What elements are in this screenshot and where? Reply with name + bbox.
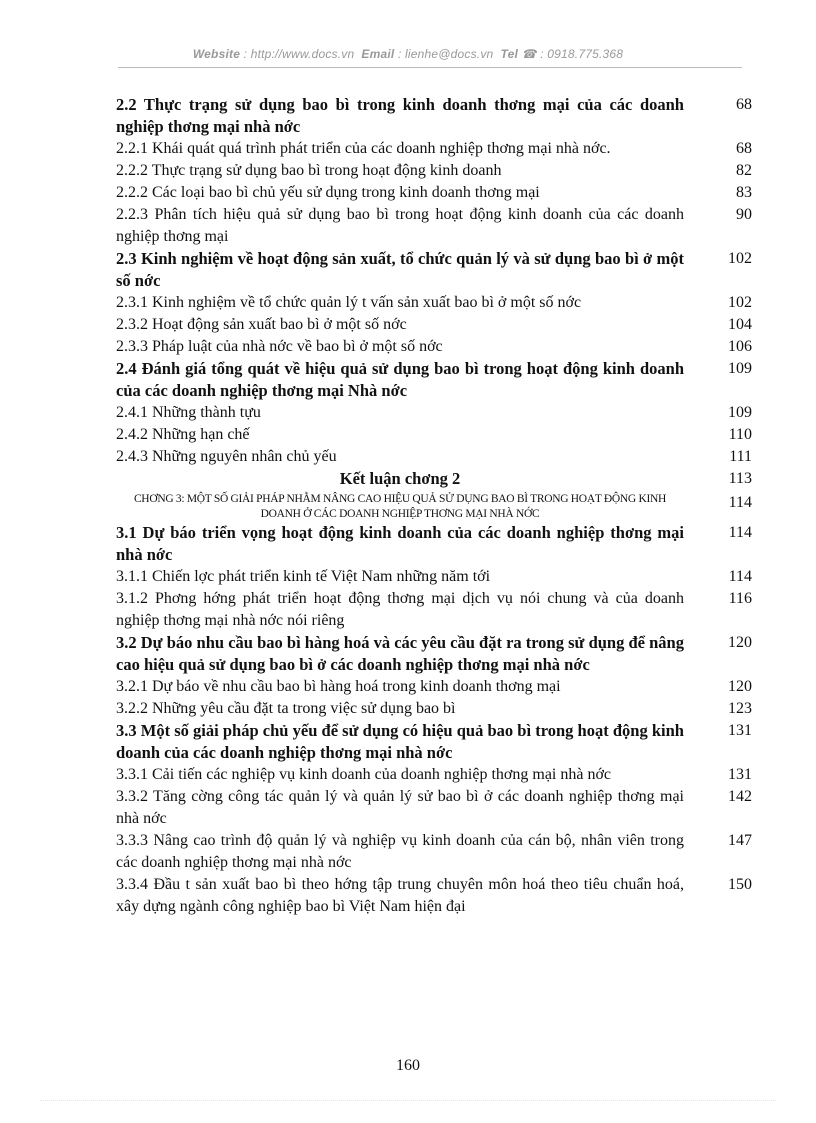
toc-entry[interactable] [116,182,752,204]
toc-entry[interactable] [116,314,752,336]
toc-entry[interactable] [116,248,752,292]
toc-entry-page: 102 [728,294,752,311]
email-label: Email [361,47,395,61]
website-label: Website [192,47,241,61]
toc-entry-title: 3.3.2 Tăng cờng công tác quản lý và quản lý sử bao bì ở các doanh nghiệp thơng mại nhà nớc [116,788,684,827]
toc-entry[interactable] [116,204,752,248]
toc-entry-title: 2.3.2 Hoạt động sản xuất bao bì ở một số nớc [116,316,407,333]
table-of-contents [116,94,752,918]
toc-entry-title: Kết luận chơng 2 [339,469,461,488]
toc-entry-page: 83 [736,184,752,201]
toc-entry-title: 3.2.1 Dự báo về nhu cầu bao bì hàng hoá trong kinh doanh thơng mại [116,678,561,695]
toc-entry-page: 114 [728,494,752,511]
toc-entry-page: 114 [728,568,752,585]
toc-entry[interactable] [116,492,752,522]
toc-entry-title: 3.3.1 Cải tiến các nghiệp vụ kinh doanh của doanh nghiệp thơng mại nhà nớc [116,766,612,783]
toc-entry-page: 102 [728,250,752,267]
toc-entry-title: 2.3 Kinh nghiệm về hoạt động sản xuất, tổ chức quản lý và sử dụng bao bì ở một số nớc [116,249,684,290]
toc-entry-title: 2.2.3 Phân tích hiệu quả sử dụng bao bì trong hoạt động kinh doanh của các doanh nghiệp thơng mại [116,206,684,245]
toc-entry-title: 2.2 Thực trạng sử dụng bao bì trong kinh doanh thơng mại của các doanh nghiệp thơng mại nhà nớc [116,95,684,136]
toc-entry[interactable] [116,786,752,830]
toc-entry[interactable] [116,720,752,764]
toc-entry[interactable] [116,522,752,566]
toc-entry[interactable] [116,424,752,446]
toc-entry-title: 3.1.1 Chiến lợc phát triển kinh tế Việt Nam những năm tới [116,568,491,585]
toc-entry-page: 131 [728,722,752,739]
toc-entry-page: 123 [728,700,752,717]
toc-entry[interactable] [116,588,752,632]
toc-entry-title: CHƠNG 3: MỘT SỐ GIẢI PHÁP NHẰM NÂNG CAO HIỆU QUẢ SỬ DỤNG BAO BÌ TRONG HOẠT ĐỘNG KINH DOANH Ở CÁC DOANH NGHIỆP THƠNG MẠI NHÀ NỚC [133,493,667,520]
page-bottom-border [40,1100,776,1123]
tel-value: ☎ : 0918.775.368 [521,47,624,61]
toc-entry-page: 114 [728,524,752,541]
toc-entry-page: 109 [728,360,752,377]
toc-entry-title: 3.2.2 Những yêu cầu đặt ta trong việc sử dụng bao bì [116,700,456,717]
toc-entry-title: 3.3 Một số giải pháp chủ yếu để sử dụng có hiệu quả bao bì trong hoạt động kinh doanh của các doanh nghiệp thơng mại nhà nớc [116,721,684,762]
toc-entry-page: 109 [728,404,752,421]
toc-entry[interactable] [116,138,752,160]
toc-entry-title: 3.1.2 Phơng hớng phát triển hoạt động thơng mại dịch vụ nói chung và của doanh nghiệp thơng mại nhà nớc nói riêng [116,590,684,629]
toc-entry-title: 2.2.2 Thực trạng sử dụng bao bì trong hoạt động kinh doanh [116,162,502,179]
toc-entry-page: 120 [728,634,752,651]
toc-entry[interactable] [116,358,752,402]
toc-entry[interactable] [116,446,752,468]
toc-entry-page: 68 [736,140,752,157]
toc-entry[interactable] [116,160,752,182]
toc-entry-page: 111 [729,448,752,465]
toc-entry-page: 116 [728,590,752,607]
toc-entry-page: 120 [728,678,752,695]
toc-entry[interactable] [116,874,752,918]
toc-entry[interactable] [116,764,752,786]
toc-entry[interactable] [116,94,752,138]
toc-entry-title: 3.3.3 Nâng cao trình độ quản lý và nghiệp vụ kinh doanh của cán bộ, nhân viên trong các doanh nghiệp thơng mại nhà nớc [116,832,684,871]
toc-entry[interactable] [116,402,752,424]
page-number: 160 [396,1057,420,1074]
toc-entry-title: 2.3.3 Pháp luật của nhà nớc về bao bì ở một số nớc [116,338,443,355]
toc-entry-title: 2.4.1 Những thành tựu [116,404,261,421]
toc-entry-title: 2.4 Đánh giá tổng quát về hiệu quả sử dụng bao bì trong hoạt động kinh doanh của các doanh nghiệp thơng mại Nhà nớc [116,359,684,400]
toc-entry-title: 2.3.1 Kinh nghiệm về tổ chức quản lý t vấn sản xuất bao bì ở một số nớc [116,294,582,311]
toc-entry-page: 113 [728,470,752,487]
toc-entry-page: 82 [736,162,752,179]
toc-entry-page: 142 [728,788,752,805]
toc-entry-title: 3.2 Dự báo nhu cầu bao bì hàng hoá và các yêu cầu đặt ra trong sử dụng để nâng cao hiệu quả sử dụng bao bì ở các doanh nghiệp thơng mại nhà nớc [116,633,684,674]
toc-entry-page: 110 [728,426,752,443]
toc-entry-page: 147 [728,832,752,849]
toc-entry[interactable] [116,468,752,490]
header-divider [118,67,742,68]
toc-entry[interactable] [116,830,752,874]
toc-entry-page: 131 [728,766,752,783]
toc-entry[interactable] [116,566,752,588]
toc-entry-title: 3.3.4 Đầu t sản xuất bao bì theo hớng tập trung chuyên môn hoá theo tiêu chuẩn hoá, xây dựng ngành công nghiệp bao bì Việt Nam hiện đại [116,876,684,915]
toc-entry-page: 104 [728,316,752,333]
toc-entry-page: 150 [728,876,752,893]
toc-entry-page: 68 [736,96,752,113]
toc-entry-title: 2.4.3 Những nguyên nhân chủ yếu [116,448,337,465]
page-header [0,47,816,61]
toc-entry[interactable] [116,336,752,358]
website-value[interactable]: : http://www.docs.vn [243,47,355,61]
tel-label: Tel [500,47,518,61]
toc-entry[interactable] [116,698,752,720]
toc-entry-title: 3.1 Dự báo triển vọng hoạt động kinh doanh của các doanh nghiệp thơng mại nhà nớc [116,523,684,564]
toc-entry-page: 90 [736,206,752,223]
toc-entry-page: 106 [728,338,752,355]
toc-entry[interactable] [116,632,752,676]
toc-entry-title: 2.2.1 Khái quát quá trình phát triển của các doanh nghiệp thơng mại nhà nớc. [116,140,611,157]
toc-entry[interactable] [116,676,752,698]
toc-entry-title: 2.4.2 Những hạn chế [116,426,250,443]
toc-entry-title: 2.2.2 Các loại bao bì chủ yếu sử dụng trong kinh doanh thơng mại [116,184,540,201]
toc-entry[interactable] [116,292,752,314]
email-value[interactable]: : lienhe@docs.vn [397,47,494,61]
